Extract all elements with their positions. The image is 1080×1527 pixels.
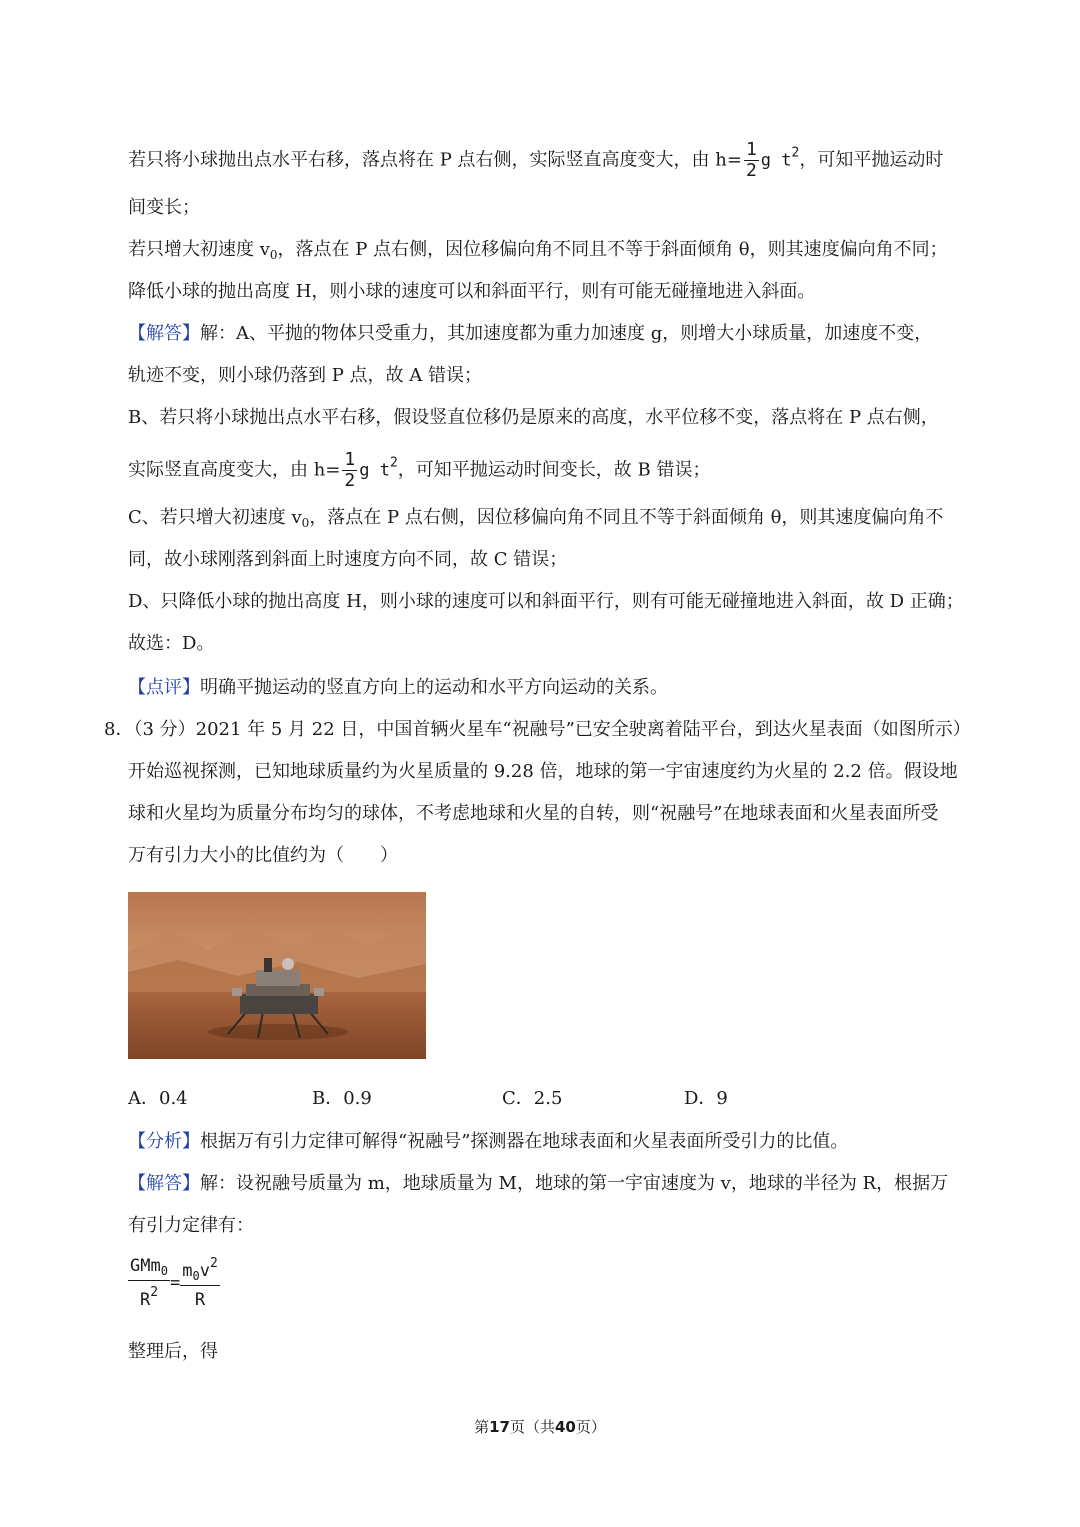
formula-rhs: $\frac{m_0v^2}{R}$ [182,1256,218,1310]
fraction-denominator: 2 [745,160,757,181]
text-line [128,506,943,535]
question-line: 8．（3 分）2021 年 5 月 22 日，中国首辆火星车“祝融号”已安全驶离着陆平台，到达火星表面（如图所示） [104,719,971,740]
question-line: 球和火星均为质量分布均匀的球体，不考虑地球和火星的自转，则“祝融号”在地球表面和火星表面所受 [128,803,939,824]
text-run: C、若只增大初速度 v [128,507,302,528]
text-line: 整理后，得 [128,1341,218,1362]
fraction-numerator: 1 [745,139,757,160]
gravitation-formula [128,1256,220,1310]
formula-gt: g t [359,460,390,481]
text-run: 若只增大初速度 v [128,239,270,260]
mars-rover-photo [128,892,426,1059]
text-line: 轨迹不变，则小球仍落到 P 点，故 A 错误； [128,365,482,386]
total-pages: 40 [555,1418,576,1436]
text-run: 若只将小球抛出点水平右移，落点将在 P 点右侧，实际竖直高度变大，由 h= [128,149,742,171]
subscript: 0 [301,516,310,530]
text-run: ，可知平抛运动时 [799,149,944,171]
text-line [128,140,943,181]
text-run: ，落点在 P 点右侧，因位移偏向角不同且不等于斜面倾角 θ，则其速度偏向角不 [309,507,944,528]
text-line: D、只降低小球的抛出高度 H，则小球的速度可以和斜面平行，则有可能无碰撞地进入斜面，故 D 正确； [128,591,964,612]
text-line [128,676,668,700]
section-tag: 【分析】 [128,1131,200,1152]
text-line: B、若只将小球抛出点水平右移，假设竖直位移仍是原来的高度，水平位移不变，落点将在 P 点右侧， [128,407,939,428]
question-line: 开始巡视探测，已知地球质量约为火星质量的 9.28 倍，地球的第一宇宙速度约为火星的 2.2 倍。假设地 [128,761,958,782]
text-line [128,1172,948,1196]
text-line [128,238,948,267]
section-tag: 【解答】 [128,1173,200,1194]
text-line: 故选：D。 [128,633,215,654]
text-run: ，可知平抛运动时间变长，故 B 错误； [397,459,711,481]
text-line: 同，故小球刚落到斜面上时速度方向不同，故 C 错误； [128,549,568,570]
page-footer: 第17页（共40页） [474,1418,606,1436]
fraction [744,140,759,181]
formula-exponent: 2 [791,145,800,161]
section-tag: 【点评】 [128,677,200,698]
fraction-denominator: 2 [344,470,356,491]
option-a[interactable]: A．0.4 [128,1088,188,1109]
text-line: 有引力定律有： [128,1215,254,1236]
text-line [128,450,710,491]
text-run: 实际竖直高度变大，由 h= [128,459,341,481]
text-run: 解：A、平抛的物体只受重力，其加速度都为重力加速度 g，则增大小球质量，加速度不变， [200,323,933,344]
text-run: 根据万有引力定律可解得“祝融号”探测器在地球表面和火星表面所受引力的比值。 [200,1131,849,1152]
text-run: 明确平抛运动的竖直方向上的运动和水平方向运动的关系。 [200,677,668,698]
fraction [342,450,357,491]
text-line: 间变长； [128,197,200,218]
text-run: 解：设祝融号质量为 m，地球质量为 M，地球的第一宇宙速度为 v，地球的半径为 R，根据万 [200,1173,949,1194]
section-tag: 【解答】 [128,323,200,344]
formula-lhs: GMm$_0$ $R^2$ [130,1256,168,1310]
text-line [128,1130,848,1154]
text-run: ，落点在 P 点右侧，因位移偏向角不同且不等于斜面倾角 θ，则其速度偏向角不同； [277,239,948,260]
fraction-numerator: 1 [344,449,356,470]
text-line [128,322,932,346]
option-b[interactable]: B．0.9 [312,1088,372,1109]
option-c[interactable]: C．2.5 [502,1088,563,1109]
equals-sign: = [169,1273,181,1293]
formula-gt: g t [760,150,792,171]
option-d[interactable]: D．9 [684,1088,728,1109]
subscript: 0 [269,248,278,262]
question-line: 万有引力大小的比值约为（ ） [128,845,398,866]
text-line: 降低小球的抛出高度 H，则小球的速度可以和斜面平行，则有可能无碰撞地进入斜面。 [128,281,816,302]
page-number: 17 [489,1418,510,1436]
formula-exponent: 2 [389,455,398,471]
mars-landscape-image [128,892,426,1059]
